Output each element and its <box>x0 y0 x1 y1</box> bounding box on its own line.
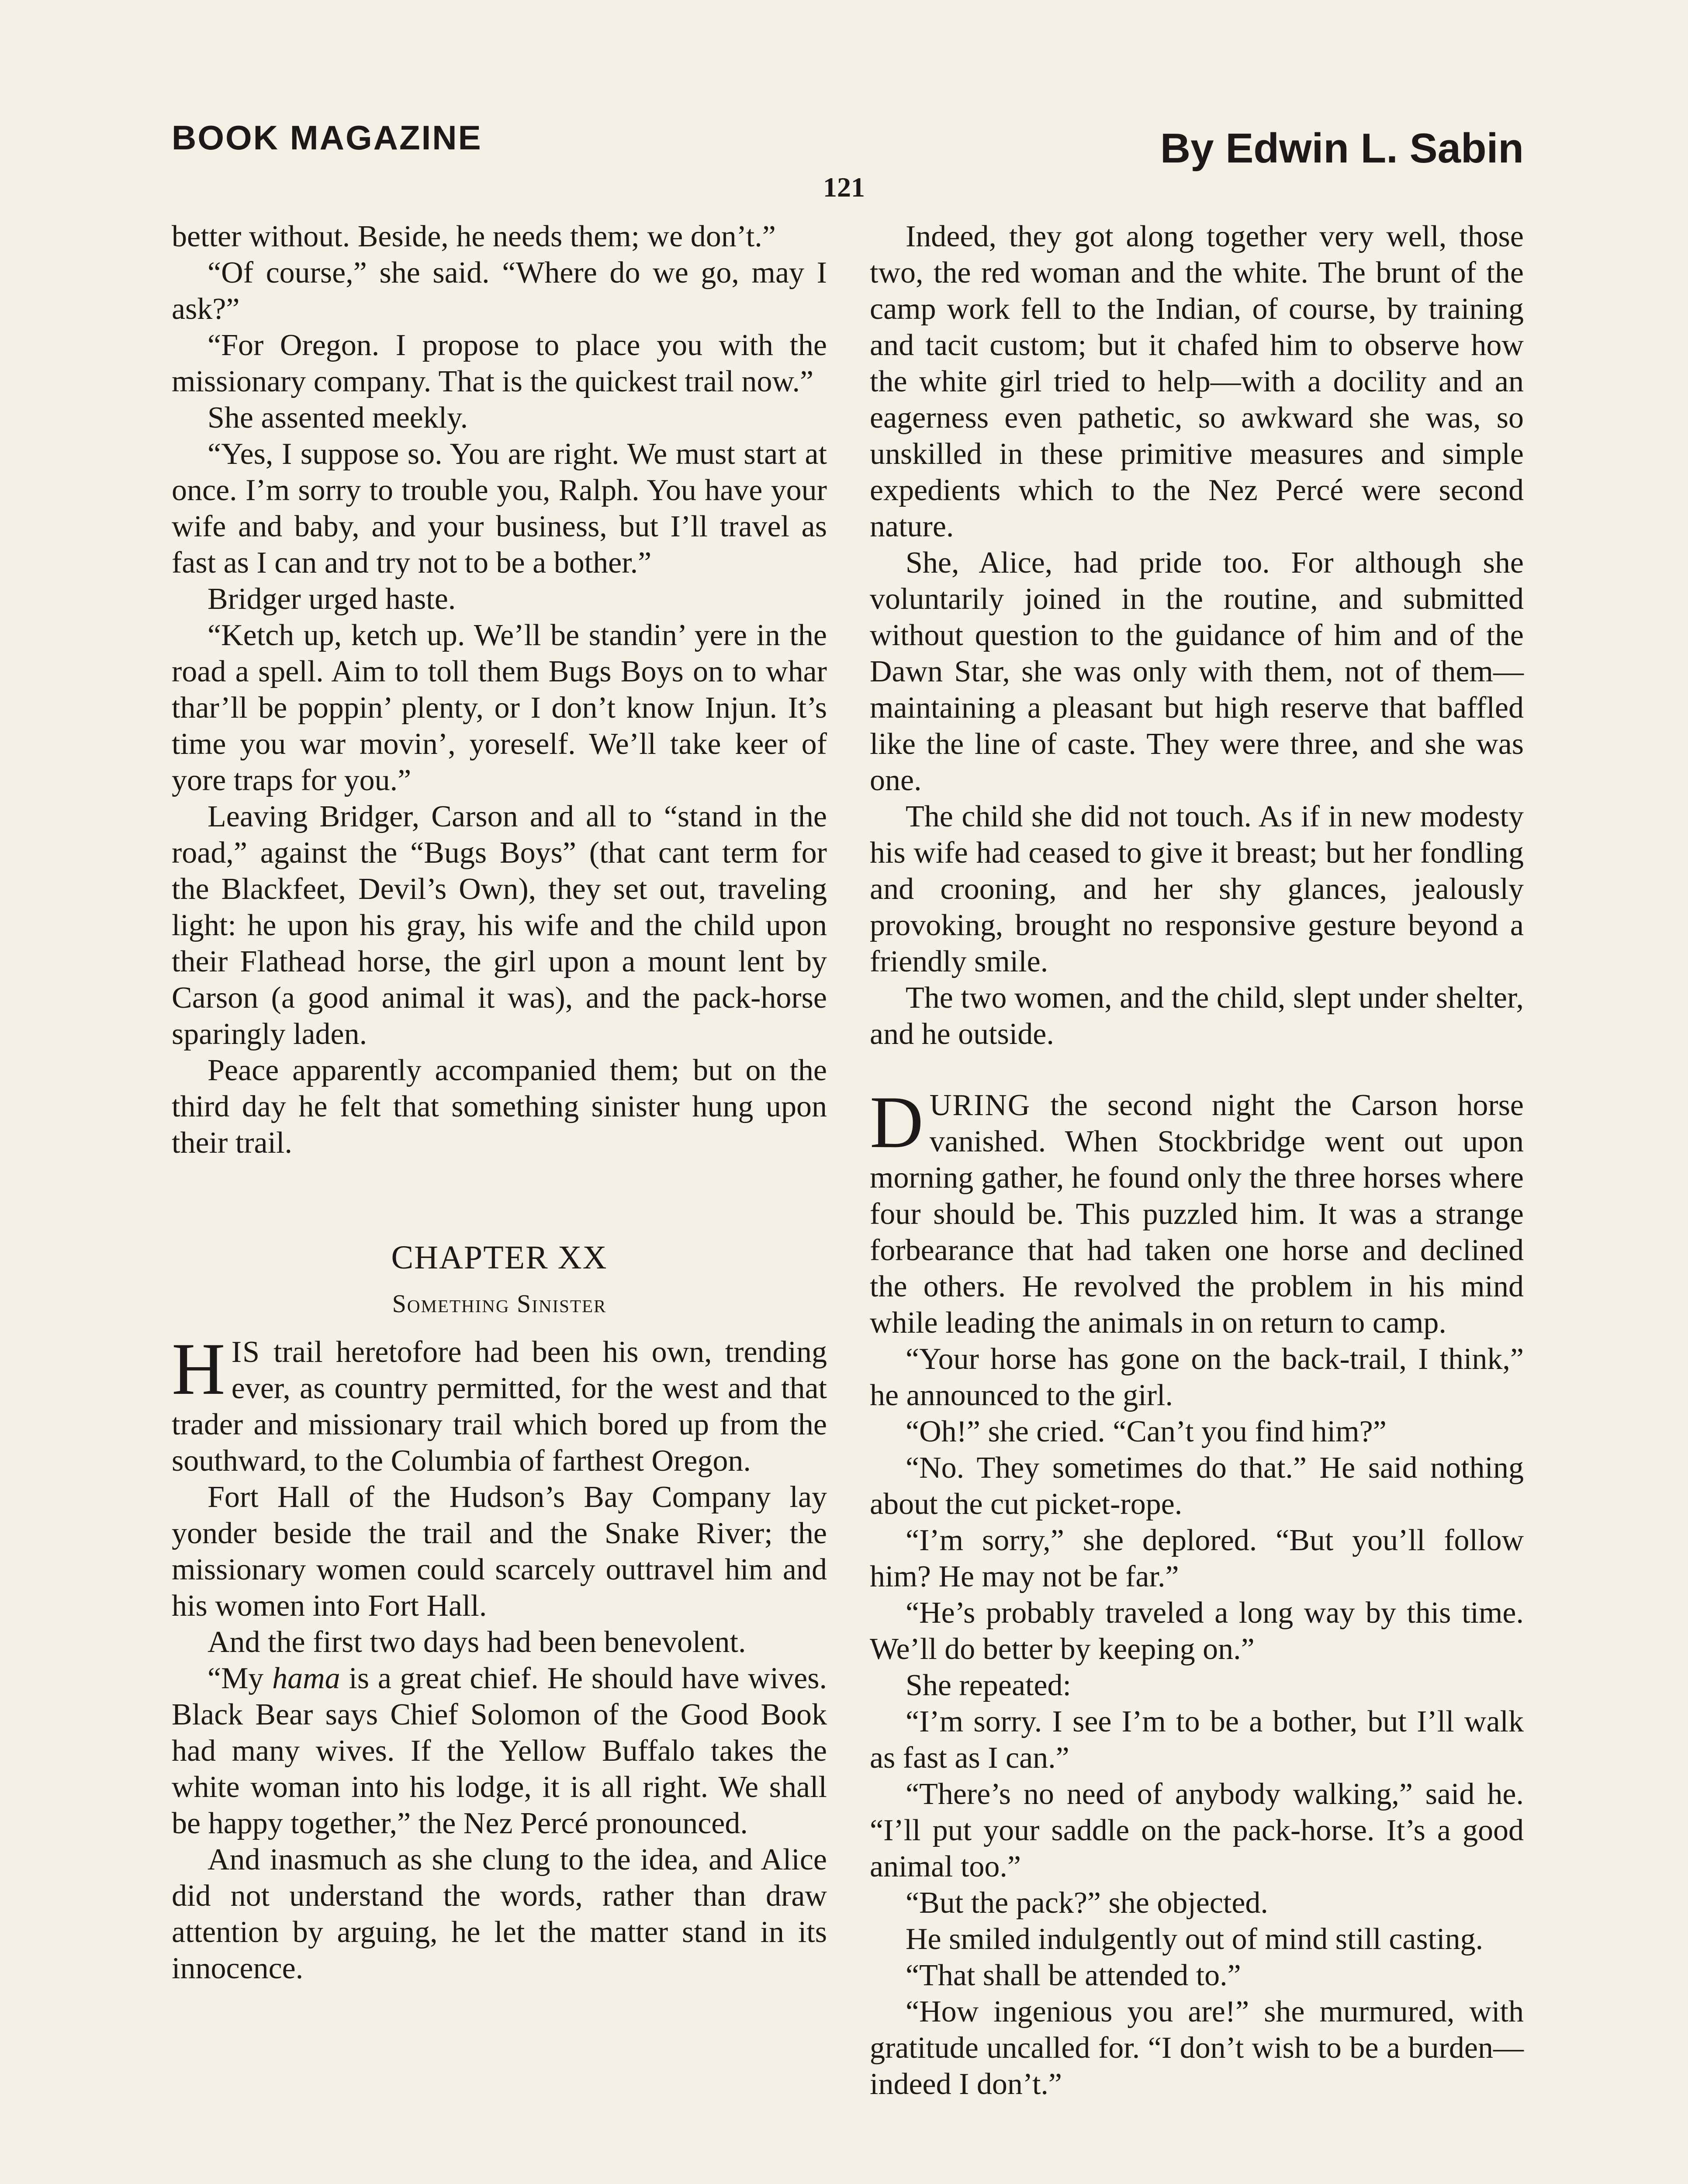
paragraph: She assented meekly. <box>208 401 468 435</box>
paragraph: Leaving Bridger, Carson and all to “stand in the road,” against the “Bugs Boys” (that cant term for the Blackfeet, Devil’s Own), they set out, traveling light: he upon his gray, his wife and the child upon their Flathead horse, the girl upon a mount lent by Carson (a good animal it was), and the pack-horse sparingly laden. <box>172 800 827 1051</box>
paragraph: “Oh!” she cried. “Can’t you find him?” <box>906 1415 1387 1448</box>
paragraph-text: is a great chief. He should have wives. Black Bear says Chief Solomon of the Good Book had many wives. If the Yellow Buffalo takes the white woman into his lodge, it is all right. We shall be happy together,” the Nez Percé pronounced. <box>172 1662 827 1840</box>
paragraph: And the first two days had been benevolent. <box>208 1625 746 1659</box>
chapter-title: Something Sinister <box>392 1289 607 1318</box>
paragraph: “No. They sometimes do that.” He said nothing about the cut picket-rope. <box>870 1451 1524 1521</box>
paragraph: He smiled indulgently out of mind still casting. <box>906 1922 1484 1956</box>
paragraph: Peace apparently accompanied them; but on the third day he felt that something sinister hung upon their trail. <box>172 1054 827 1160</box>
paragraph-text: “My <box>208 1662 273 1695</box>
section-break <box>870 1052 1524 1087</box>
paragraph: “I’m sorry,” she deplored. “But you’ll follow him? He may not be far.” <box>870 1524 1524 1593</box>
paragraph: The two women, and the child, slept under shelter, and he outside. <box>870 981 1524 1051</box>
paragraph: And inasmuch as she clung to the idea, and Alice did not understand the words, rather than draw attention by arguing, he let the matter stand in its innocence. <box>172 1843 827 1985</box>
author-byline: By Edwin L. Sabin <box>1160 125 1524 172</box>
paragraph: She, Alice, had pride too. For although she voluntarily joined in the routine, and submitted without question to the guidance of him and of the Dawn Star, she was only with them, not of them—maintaining a pleasant but high reserve that baffled like the line of caste. They were three, and she was one. <box>870 546 1524 797</box>
paragraph: “Your horse has gone on the back-trail, I think,” he announced to the girl. <box>870 1342 1524 1412</box>
paragraph: “For Oregon. I propose to place you with the missionary company. That is the quickest trail now.” <box>172 328 827 398</box>
italic-word: hama <box>272 1662 340 1695</box>
drop-cap-continuation: URING <box>929 1089 1031 1122</box>
magazine-name: BOOK MAGAZINE <box>172 118 482 157</box>
paragraph: “Yes, I suppose so. You are right. We must start at once. I’m sorry to trouble you, Ralph. You have your wife and baby, and your business, but I’ll travel as fast as I can and try not to be a bother.” <box>172 437 827 580</box>
chapter-heading: CHAPTER XX <box>391 1239 608 1276</box>
paragraph: “I’m sorry. I see I’m to be a bother, but I’ll walk as fast as I can.” <box>870 1705 1524 1775</box>
paragraph: Bridger urged haste. <box>208 582 456 616</box>
left-column <box>172 218 827 1987</box>
right-column <box>870 218 1524 2102</box>
paragraph: She repeated: <box>906 1669 1071 1702</box>
paragraph: “There’s no need of anybody walking,” said he. “I’ll put your saddle on the pack-horse. It’s a good animal too.” <box>870 1777 1524 1883</box>
paragraph <box>172 1660 827 1842</box>
paragraph-text: the second night the Carson horse vanished. When Stockbridge went out upon morning gather, he found only the three horses where four should be. This puzzled him. It was a strange forbearance that had taken one horse and declined the others. He revolved the problem in his mind while leading the animals in on return to camp. <box>870 1089 1524 1340</box>
paragraph: “Of course,” she said. “Where do we go, may I ask?” <box>172 256 827 326</box>
chapter-opening-paragraph <box>172 1328 827 1479</box>
paragraph: “That shall be attended to.” <box>906 1959 1241 1992</box>
paragraph: “Ketch up, ketch up. We’ll be standin’ yere in the road a spell. Aim to toll them Bugs Boys on to whar thar’ll be poppin’ plenty, or I don’t know Injun. It’s time you war movin’, yoreself. We’ll take keer of yore traps for you.” <box>172 619 827 797</box>
paragraph-text: trail heretofore had been his own, trending ever, as country permitted, for the west and that trader and missionary trail which bored up from the southward, to the Columbia of farthest Oregon. <box>172 1335 827 1478</box>
paragraph: “How ingenious you are!” she murmured, with gratitude uncalled for. “I don’t wish to be a burden—indeed I don’t.” <box>870 1995 1524 2101</box>
drop-cap-continuation: IS <box>231 1335 261 1369</box>
paragraph: The child she did not touch. As if in new modesty his wife had ceased to give it breast; but her fondling and crooning, and her shy glances, jealously provoking, brought no responsive gesture beyond a friendly smile. <box>870 800 1524 978</box>
drop-cap: D <box>870 1081 924 1163</box>
paragraph: “But the pack?” she objected. <box>906 1886 1268 1920</box>
page-number: 121 <box>823 172 865 203</box>
paragraph: “He’s probably traveled a long way by this time. We’ll do better by keeping on.” <box>870 1596 1524 1666</box>
section-opening-paragraph <box>870 1081 1524 1341</box>
paragraph: better without. Beside, he needs them; we don’t.” <box>172 220 776 253</box>
drop-cap: H <box>172 1328 225 1410</box>
paragraph: Indeed, they got along together very well, those two, the red woman and the white. The brunt of the camp work fell to the Indian, of course, by training and tacit custom; but it chafed him to observe how the white girl tried to help—with a docility and an eagerness even pathetic, so awkward she was, so unskilled in these primitive measures and simple expedients which to the Nez Percé were second nature. <box>870 220 1524 543</box>
paragraph: Fort Hall of the Hudson’s Bay Company lay yonder beside the trail and the Snake River; the missionary women could scarcely outtravel him and his women into Fort Hall. <box>172 1480 827 1623</box>
